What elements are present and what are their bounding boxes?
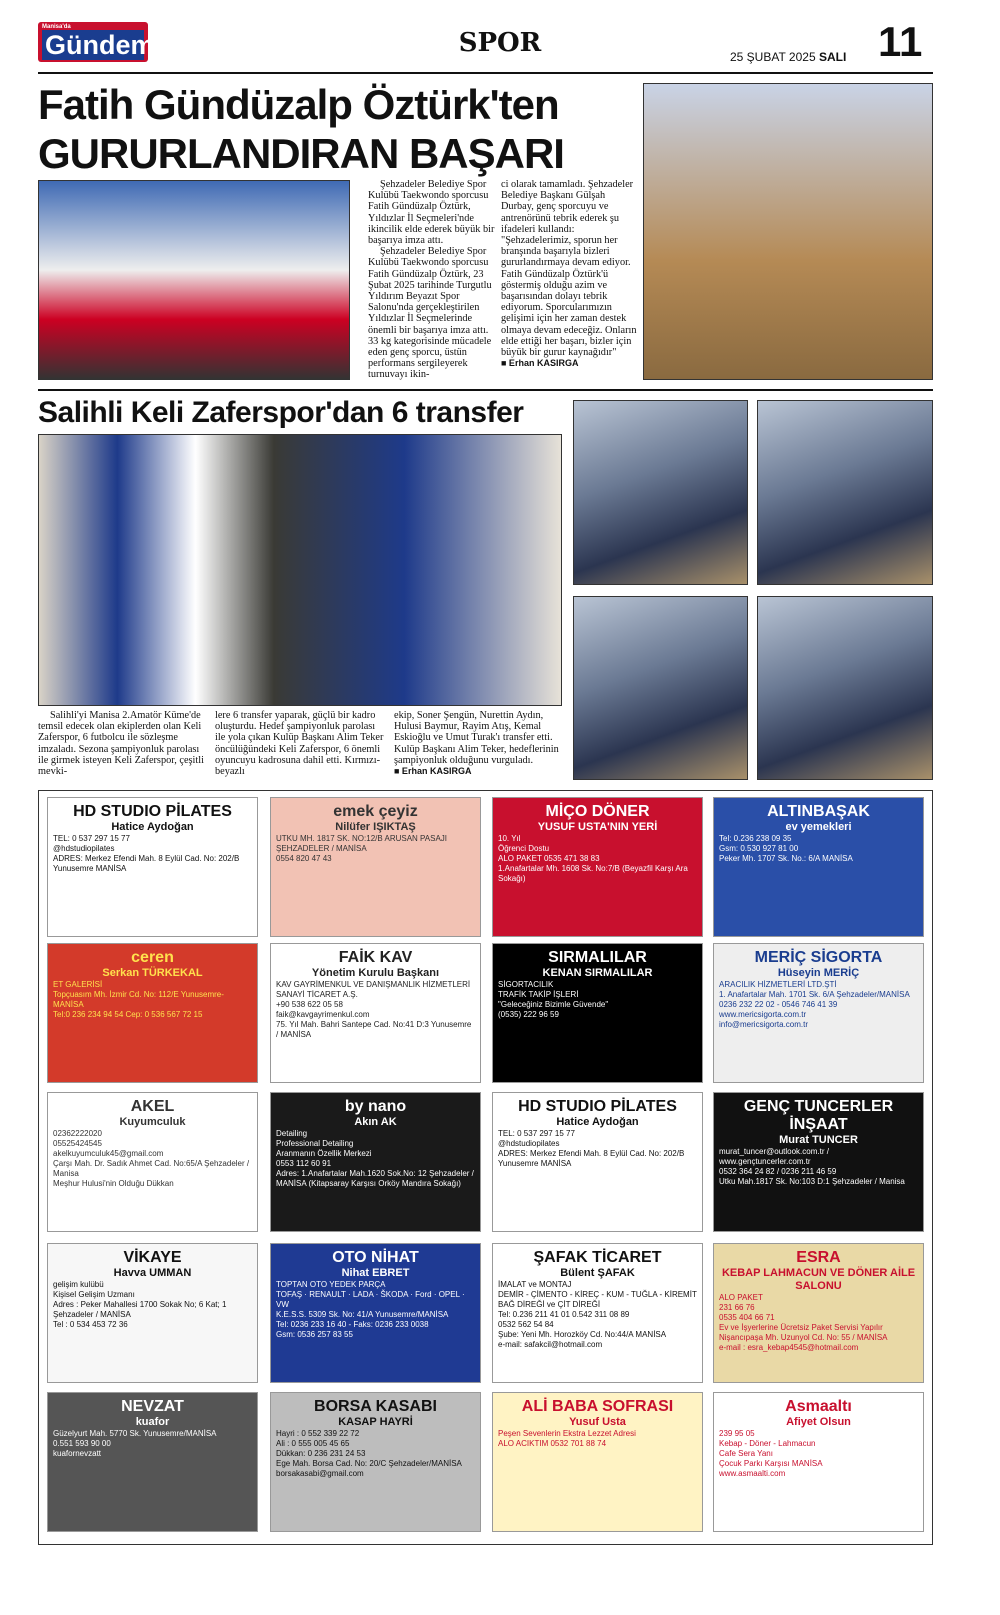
paragraph: ekip, Soner Şengün, Nurettin Aydın, Hulusi Baymur, Rayim Atış, Kemal Eskioğlu ve Umut Turak'ı transfer etti. Kulüp Başkanı Alim Teker, hedeflerinin şampiyonluk olduğunu vurguladı. [394,710,559,766]
ad-card [47,1243,258,1383]
section-title: SPOR [458,28,542,58]
ad-line: 0.551 593 90 00 [53,1439,111,1448]
story1-col1 [368,179,496,385]
ad-line: Detailing [276,1129,308,1138]
ad-line: DEMİR - ÇİMENTO - KİREÇ - KUM - TUĞLA - KİREMİT [498,1290,697,1299]
ad-subtitle: Yönetim Kurulu Başkanı [311,967,440,979]
ad-line: 0554 820 47 43 [276,854,332,863]
ad-line: Şube: Yeni Mh. Horozköy Cd. No:44/A MANİSA [498,1330,667,1339]
ad-line: Kişisel Gelişim Uzmanı [53,1290,135,1299]
paragraph: Şehzadeler Belediye Spor Kulübü Taekwondo sporcusu Fatih Gündüzalp Öztürk, Yıldızlar İl Seçmeleri'nde ikincilik elde ederek büyük bir başarıya imza attı. [368,179,495,247]
ad-card [492,1092,703,1232]
ad-line: Ege Mah. Borsa Cad. No: 20/C Şehzadeler/MANİSA [276,1459,462,1468]
ad-subtitle: Serkan TÜRKEKAL [102,967,203,979]
issue-date [730,50,846,64]
ad-line: 231 66 76 [719,1303,755,1312]
story2-col2 [215,710,387,786]
ad-card [492,797,703,937]
story1-photo-athletes [643,83,933,380]
ad-line: ADRES: Merkez Efendi Mah. 8 Eylül Cad. No: 202/B Yunusemre MANİSA [498,1149,685,1168]
ad-line: 0535 404 66 71 [719,1313,775,1322]
story2-photo-signing-2 [757,400,933,585]
ad-title: ALİ BABA SOFRASI [521,1398,674,1415]
ad-line: ET GALERİSİ [53,980,103,989]
ad-line: SİGORTACILIK [498,980,554,989]
ad-line: Tel: 0236 233 16 40 - Faks: 0236 233 0038 [276,1320,429,1329]
ad-line: 02362222020 [53,1129,102,1138]
story1-col2 [501,179,637,385]
ad-card [270,1392,481,1532]
ad-line: Ali : 0 555 005 45 65 [276,1439,350,1448]
newspaper-logo: Manisa'da Gündem [38,22,148,62]
ad-line: Kebap - Döner - Lahmacun [719,1439,816,1448]
ad-line: murat_tuncer@outlook.com.tr / www.gençtuncerler.com.tr [719,1147,829,1166]
ad-line: gelişim kulübü [53,1280,104,1289]
paragraph: ci olarak tamamladı. Şehzadeler Belediye Başkanı Gülşah Durbay, genç sporcuyu ve antrenörünü tebrik ederek şu ifadeleri kullandı: "Şehzadelerimiz, sporun her branşında başarıyla bizleri gururlandırmaya devam ediyor. Fatih Gündüzalp Öztürk'ü göstermiş olduğu azim ve başarısından dolayı tebrik ediyorum. Sporcularımızın gelişimi için her zaman destek olmaya devam edeceğiz. Onların elde ettiği her başarı, bizler için büyük bir gurur kaynağıdır" [501,179,637,359]
ad-subtitle: Yusuf Usta [569,1416,626,1428]
ad-line: 05525424545 [53,1139,102,1148]
day-text: SALI [818,50,847,64]
ad-card [713,943,924,1083]
ad-title: MİÇO DÖNER [545,803,650,820]
ad-subtitle: Havva UMMAN [113,1267,192,1279]
ad-line: Dükkan: 0 236 231 24 53 [276,1449,366,1458]
ad-title: NEVZAT [121,1398,184,1415]
ad-subtitle: Akın AK [354,1116,397,1128]
ad-line: borsakasabi@gmail.com [276,1469,364,1478]
ad-line: 1. Anafartalar Mah. 1701 Sk. 6/A Şehzadeler/MANİSA [719,990,910,999]
ad-line: akelkuyumculuk45@gmail.com [53,1149,164,1158]
ad-card [713,797,924,937]
ad-line: Tel: 0.236 211 41 01 0.542 311 08 89 [498,1310,630,1319]
paragraph: Şehzadeler Belediye Spor Kulübü Taekwondo sporcusu Fatih Gündüzalp Öztürk, 23 Şubat 2025 tarihinde Turgutlu Yıldırım Beyazıt Spor Salonu'nda gerçekleştirilen Yıldızlar İl Seçmelerinde önemli bir başarıya imza attı. 33 kg kategorisinde mücadele eden genç sporcu, üstün performans sergileyerek turnuvayı ikin- [368,246,492,381]
ad-card [713,1243,924,1383]
ad-line: ALO PAKET 0535 471 38 83 [498,854,600,863]
paragraph: lere 6 transfer yaparak, güçlü bir kadro oluşturdu. Hedef şampiyonluk parolası ile yola çıkan Kulüp Başkanı Alim Teker öncülüğündeki Keli Zaferspor, 6 önemli oyuncuyu kadrosuna dahil etti. Kırmızı-beyazlı [215,710,384,778]
ad-line: Nişancıpaşa Mh. Uzunyol Cd. No: 55 / MANİSA [719,1333,888,1342]
ad-line: Gsm: 0536 257 83 55 [276,1330,353,1339]
ad-title: BORSA KASABI [314,1398,437,1415]
ad-card [270,943,481,1083]
ad-line: UTKU MH. 1817 SK. NO:12/B ARUSAN PASAJI ŞEHZADELER / MANİSA [276,834,448,853]
ad-line: Hayri : 0 552 339 22 72 [276,1429,360,1438]
story2-photo-signing-3 [573,596,748,780]
ad-line: Ev ve İşyerlerine Ücretsiz Paket Servisi Yapılır [719,1323,883,1332]
ad-subtitle: YUSUF USTA'NIN YERİ [537,821,658,833]
ad-title: ŞAFAK TİCARET [533,1249,662,1266]
ad-line: 239 95 05 [719,1429,755,1438]
ad-line: Peker Mh. 1707 Sk. No.: 6/A MANİSA [719,854,853,863]
ad-line: Güzelyurt Mah. 5770 Sk. Yunusemre/MANİSA [53,1429,217,1438]
ad-line: 75. Yıl Mah. Bahri Santepe Cad. No:41 D:3 Yunusemre / MANİSA [276,1020,472,1039]
story1-headline [38,80,638,178]
ad-subtitle: Bülent ŞAFAK [560,1267,635,1279]
ad-subtitle: kuafor [135,1416,170,1428]
story2-photo-main [38,434,562,706]
ad-subtitle: Afiyet Olsun [786,1416,851,1428]
ad-title: HD STUDIO PİLATES [73,803,232,820]
ad-line: 1.Anafartalar Mh. 1608 Sk. No:7/B (Beyazfil Karşı Ara Sokağı) [498,864,688,883]
ad-line: 10. Yıl [498,834,521,843]
ad-card [492,1392,703,1532]
ad-line: @hdstudiopilates [53,844,115,853]
ad-line: K.E.S.S. 5309 Sk. No: 41/A Yunusemre/MANİSA [276,1310,449,1319]
ad-line: Adres : Peker Mahallesi 1700 Sokak No; 6 Kat; 1 Şehzadeler / MANİSA [53,1300,227,1319]
ad-line: faik@kavgayrimenkul.com [276,1010,370,1019]
ad-line: Meşhur Hulusi'nin Olduğu Dükkan [53,1179,174,1188]
ad-line: Gsm: 0.530 927 81 00 [719,844,799,853]
ad-line: ADRES: Merkez Efendi Mah. 8 Eylül Cad. No: 202/B Yunusemre MANİSA [53,854,240,873]
ad-line: 0553 112 60 91 [276,1159,332,1168]
ad-title: by nano [344,1098,407,1115]
ad-title: MERİÇ SİGORTA [754,949,883,966]
ad-card [47,797,258,937]
ad-line: TRAFİK TAKİP İŞLERİ [498,990,579,999]
ad-title: emek çeyiz [333,803,418,820]
ad-line: KAV GAYRİMENKUL VE DANIŞMANLIK HİZMETLERİ SANAYİ TİCARET A.Ş. [276,980,471,999]
ad-line: kuafornevzatt [53,1449,102,1458]
ad-line: Peşen Sevenlerin Ekstra Lezzet Adresi [498,1429,636,1438]
ad-line: TEL: 0 537 297 15 77 [53,834,130,843]
story2-photo-signing-4 [757,596,933,780]
ad-line: www.asmaalti.com [719,1469,786,1478]
ad-subtitle: Hatice Aydoğan [111,821,194,833]
ad-card [47,1092,258,1232]
ad-subtitle: Hüseyin MERİÇ [777,967,860,979]
ad-subtitle: Hatice Aydoğan [556,1116,639,1128]
paragraph: Salihli'yi Manisa 2.Amatör Küme'de temsil edecek olan ekiplerden olan Keli Zaferspor, 6 futbolcu ile sözleşme imzaladı. Sezona şampiyonluk parolası ile girmek isteyen Keli Zaferspor, çeşitli mevki- [38,710,204,778]
ad-subtitle: KASAP HAYRİ [338,1416,413,1428]
ad-title: FAİK KAV [338,949,413,966]
ad-line: 0532 364 24 82 / 0236 211 46 59 [719,1167,837,1176]
ad-card [270,1243,481,1383]
ad-line: Öğrenci Dostu [498,844,550,853]
ad-card [713,1392,924,1532]
ad-line: Utku Mah.1817 Sk. No:103 D:1 Şehzadeler / Manisa [719,1177,905,1186]
ad-subtitle: KENAN SIRMALILAR [542,967,653,979]
ad-line: Tel : 0 534 453 72 36 [53,1320,128,1329]
ad-card [47,1392,258,1532]
headline-line1: Fatih Gündüzalp Öztürk'ten [38,81,559,128]
headline-line2: GURURLANDIRAN BAŞARI [38,130,564,177]
story2-headline: Salihli Keli Zaferspor'dan 6 transfer [38,396,524,429]
ad-title: VİKAYE [123,1249,182,1266]
ad-line: e-mail: safakcil@hotmail.com [498,1340,603,1349]
ad-line: ALO ACIKTIM 0532 701 88 74 [498,1439,607,1448]
ad-title: ceren [131,949,174,966]
ad-line: ARACILIK HİZMETLERİ LTD.ŞTİ [719,980,837,989]
ad-title: AKEL [130,1098,175,1115]
ad-card [270,1092,481,1232]
ad-title: Asmaaltı [785,1398,852,1415]
ad-card [713,1092,924,1232]
story2-col3 [394,710,566,786]
ad-card [47,943,258,1083]
ad-line: TOPTAN OTO YEDEK PARÇA [276,1280,386,1289]
ad-line: Topçuasım Mh. İzmir Cd. No: 112/E Yunusemre-MANİSA [53,990,224,1009]
ad-subtitle: ev yemekleri [785,821,852,833]
ad-title: HD STUDIO PİLATES [518,1098,677,1115]
ad-card [492,1243,703,1383]
ad-subtitle: Nilüfer IŞIKTAŞ [335,821,416,833]
ad-title: SIRMALILAR [548,949,647,966]
story2-col1 [38,710,208,786]
ad-line: Cafe Sera Yanı [719,1449,773,1458]
byline: ■ Erhan KASIRGA [394,766,472,777]
story2-photo-signing-1 [573,400,748,585]
date-text: 25 ŞUBAT 2025 [730,50,816,64]
ad-line: TOFAŞ · RENAULT · LADA · ŠKODA · Ford · OPEL · VW [276,1290,465,1309]
ad-line: @hdstudiopilates [498,1139,560,1148]
ad-line: 0236 232 22 02 - 0546 746 41 39 [719,1000,838,1009]
ad-line: "Geleceğiniz Bizimle Güvende" [498,1000,609,1009]
ad-line: ALO PAKET [719,1293,763,1302]
page-number: 11 [878,18,923,65]
ad-line: Çarşı Mah. Dr. Sadık Ahmet Cad. No:65/A Şehzadeler / Manisa [53,1159,250,1178]
story-divider [38,389,933,391]
ad-line: Aranmanın Özellik Merkezi [276,1149,372,1158]
ad-card [492,943,703,1083]
ad-subtitle: KEBAP LAHMACUN VE DÖNER AİLE SALONU [721,1267,916,1292]
ad-line: İMALAT ve MONTAJ [498,1280,572,1289]
ad-subtitle: Kuyumculuk [119,1116,186,1128]
ad-line: Tel:0 236 234 94 54 Cep: 0 536 567 72 15 [53,1010,203,1019]
ad-line: Adres: 1.Anafartalar Mah.1620 Sok.No: 12 Şehzadeler / MANİSA (Kitapsaray Karşısı Orköy Mandıra Sokağı) [276,1169,474,1188]
ad-line: e-mail : esra_kebap4545@hotmail.com [719,1343,859,1352]
ad-line: (0535) 222 96 59 [498,1010,559,1019]
ad-line: info@mericsigorta.com.tr [719,1020,809,1029]
ad-line: 0532 562 54 84 [498,1320,554,1329]
ad-title: GENÇ TUNCERLER İNŞAAT [743,1098,894,1133]
ad-line: BAĞ DİREĞİ ve ÇİT DİREĞİ [498,1300,601,1309]
ad-line: www.mericsigorta.com.tr [719,1010,807,1019]
ad-title: ALTINBAŞAK [767,803,870,820]
ad-line: +90 538 622 05 58 [276,1000,343,1009]
ad-line: TEL: 0 537 297 15 77 [498,1129,575,1138]
story1-photo-podium [38,180,350,380]
header-rule [38,72,933,74]
ad-line: Professional Detailing [276,1139,354,1148]
ad-card [270,797,481,937]
byline: ■ Erhan KASIRGA [501,358,579,369]
ad-subtitle: Nihat EBRET [341,1267,410,1279]
ad-title: OTO NİHAT [332,1249,419,1266]
ad-line: Çocuk Parkı Karşısı MANİSA [719,1459,823,1468]
ad-line: Tel: 0.236 238 09 35 [719,834,792,843]
ad-title: ESRA [796,1249,841,1266]
ad-subtitle: Murat TUNCER [779,1134,858,1146]
